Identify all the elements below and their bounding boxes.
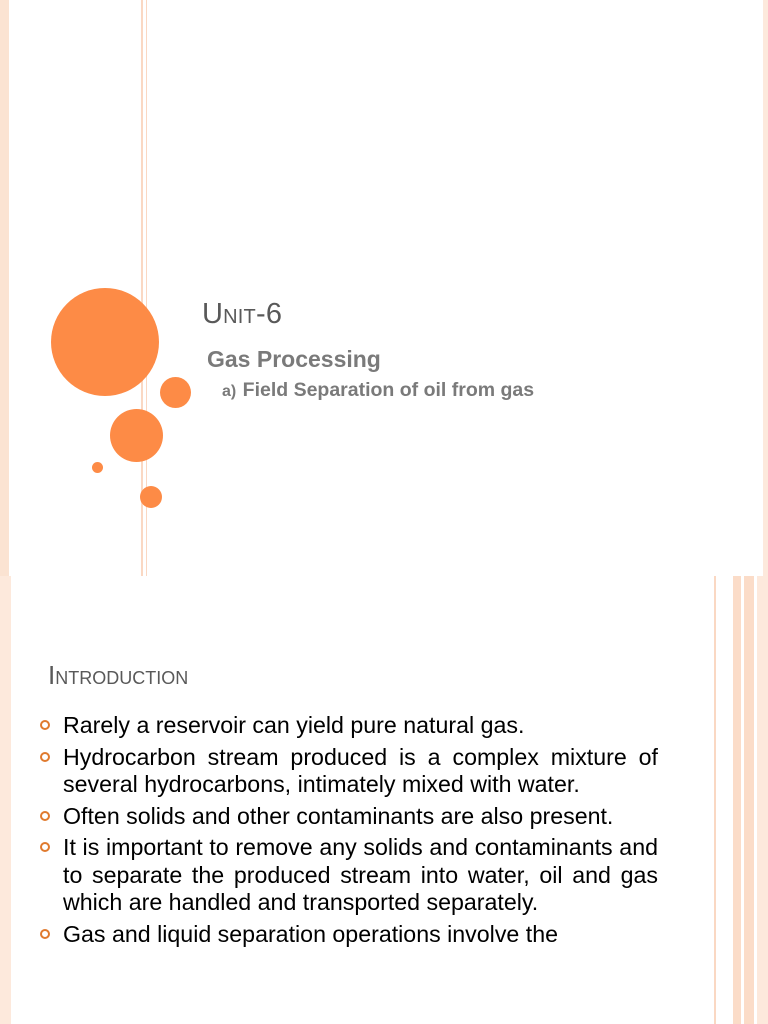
list-item — [40, 744, 658, 799]
slide-subsubtitle — [222, 379, 534, 402]
right-decorative-band — [744, 576, 754, 1024]
bullet-icon — [40, 929, 50, 939]
left-decorative-band — [0, 0, 9, 576]
slide-subtitle: Gas Processing — [207, 346, 381, 372]
decorative-circle-large — [51, 288, 159, 396]
decorative-circle — [140, 486, 162, 508]
bullet-icon — [40, 811, 50, 821]
right-decorative-band — [763, 0, 768, 576]
list-item — [40, 803, 658, 831]
list-item — [40, 921, 658, 949]
list-item-text: Gas and liquid separation operations involve the — [63, 920, 558, 947]
bullet-list — [40, 712, 658, 952]
vertical-rule — [714, 576, 716, 1024]
decorative-circle — [160, 377, 191, 408]
list-item-text: Often solids and other contaminants are also present. — [63, 802, 614, 829]
right-decorative-band — [757, 576, 768, 1024]
decorative-circle-small — [92, 462, 103, 473]
list-item-text: It is important to remove any solids and contaminants and to separate the produced stream into water, oil and gas which are handled and transported separately. — [63, 834, 658, 915]
left-decorative-band — [0, 576, 11, 1024]
bullet-icon — [40, 720, 50, 730]
list-marker: a) — [222, 383, 237, 400]
list-item-text: Rarely a reservoir can yield pure natural gas. — [63, 712, 525, 738]
bullet-icon — [40, 752, 50, 762]
right-decorative-band — [733, 576, 741, 1024]
decorative-circle — [110, 409, 163, 462]
list-item — [40, 712, 658, 740]
section-heading: Introduction — [48, 660, 189, 690]
list-item-text: Hydrocarbon stream produced is a complex mixture of several hydrocarbons, intimately mixed with water. — [63, 743, 658, 797]
list-item — [40, 834, 658, 917]
subsubtitle-text: Field Separation of oil from gas — [237, 379, 535, 401]
content-slide — [0, 576, 768, 1024]
bullet-icon — [40, 842, 50, 852]
slide-title: Unit-6 — [202, 298, 283, 330]
